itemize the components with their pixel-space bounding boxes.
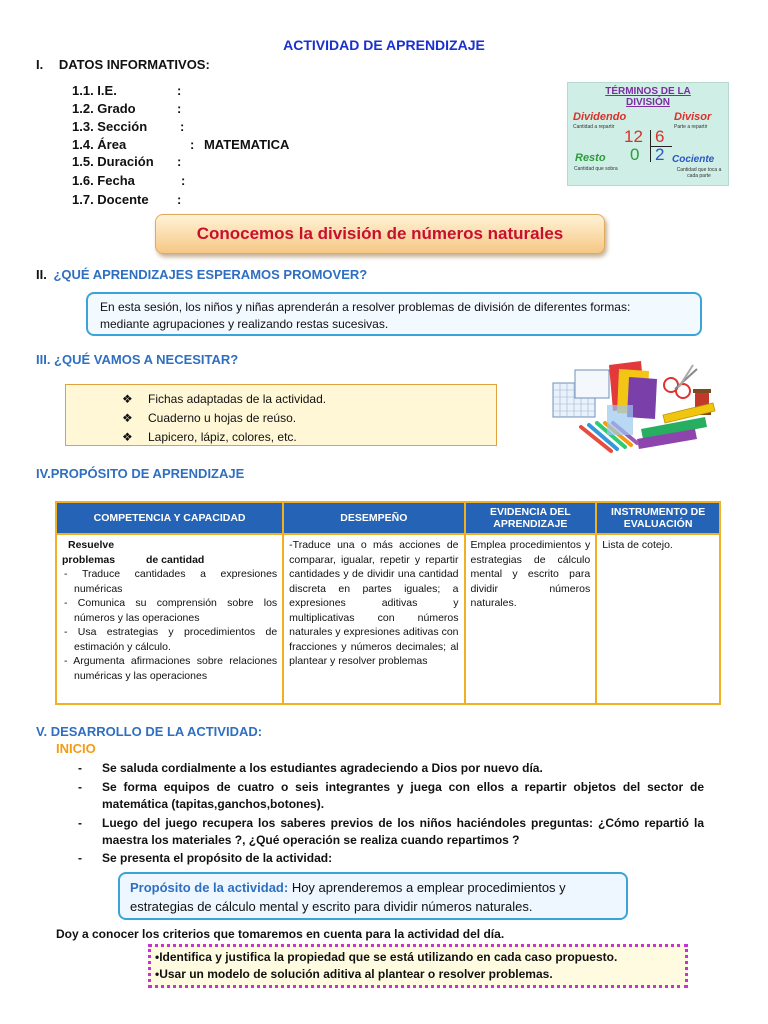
info-label: 1.3. Sección [72,119,148,134]
info-row-docente [72,192,181,207]
info-sep: : [177,101,182,116]
info-row-fecha [72,173,185,188]
list-item: - Se presenta el propósito de la actividad: [78,851,333,865]
materials-box [65,384,497,446]
diamond-bullet-icon: ❖ [122,392,133,406]
info-label: 1.7. Docente [72,192,149,207]
info-label: 1.4. Área [72,137,127,152]
table-header-competencia: COMPETENCIA Y CAPACIDAD [56,502,283,534]
diamond-bullet-icon: ❖ [122,430,133,444]
section-number: II. [36,267,47,282]
info-sep: : [177,192,182,207]
label-resto-desc: Cantidad que sobra [574,166,618,172]
section-title: DATOS INFORMATIVOS: [58,57,210,72]
aprendizajes-box [86,292,702,336]
competencia-title: Resuelve [68,539,115,551]
info-sep: : [190,137,195,152]
inicio-label: INICIO [56,741,96,756]
table-header-row [56,502,720,534]
proposito-text: Hoy aprenderemos a emplear procedimientos y estrategias de cálculo mental y escrito para dividir números naturales. [130,880,566,914]
section-number: I. [36,57,44,72]
info-row-area [72,137,289,152]
info-value-area: MATEMATICA [203,137,290,152]
aprendizajes-text-2: mediante agrupaciones y realizando restas sucesivas. [100,317,389,331]
bullet-icon: • [155,950,160,964]
proposito-label: Propósito de la actividad: [130,880,289,895]
proposito-box [118,872,628,920]
list-item: - Comunica su comprensión sobre los números y las operaciones [64,597,278,624]
info-sep: : [177,83,182,98]
competencia-subtitle: problemas de cantidad [62,553,205,566]
title-banner: Conocemos la división de números naturales [155,214,605,254]
criterios-box [148,944,688,988]
material-item: ❖ Fichas adaptadas de la actividad. [122,390,496,409]
info-label: 1.6. Fecha [72,173,135,188]
list-item: - Se forma equipos de cuatro o seis integrantes y juega con ellos a repartir objetos del sector de matemática (tapitas,ganchos,botones). [78,780,704,811]
info-row-ie [72,83,181,98]
info-sep: : [177,154,182,169]
list-item: - Usa estrategias y procedimientos de estimación y cálculo. [64,626,278,653]
terminos-title-1: TÉRMINOS DE LA [605,86,691,97]
label-divisor: Divisor [674,111,712,123]
aprendizajes-text-1: En esta sesión, los niños y niñas aprenderán a resolver problemas de división de diferentes formas: [100,300,631,314]
num-dividendo: 12 [624,127,643,146]
num-resto: 0 [630,145,640,164]
terminos-division-image [567,82,729,186]
material-item: ❖ Lapicero, lápiz, colores, etc. [122,428,496,447]
label-resto: Resto [575,152,606,164]
list-item: - Luego del juego recupera los saberes previos de los niños haciéndoles preguntas: ¿Cómo repartió la maestra los materiales ?, ¿Qué operación se realiza cuando repartimos ? [78,816,704,847]
info-sep: : [181,173,186,188]
num-divisor: 6 [655,127,665,146]
competencias-table [55,501,721,705]
info-label: 1.2. Grado [72,101,136,116]
label-dividendo-desc: Cantidad a repartir [573,124,615,130]
list-item: - Traduce cantidades a expresiones numéricas [64,568,278,595]
cell-desempeno: -Traduce una o más acciones de comparar, igualar, repetir y repartir cantidades y de dividir una cantidad discreta en partes iguales; a expresiones aditivas y multiplicativas con números naturales y expresiones aditivas con fracciones y números decimales; al plantear y resolver problemas [283,534,464,704]
info-row-grado [72,101,181,116]
label-divisor-desc: Parte a repartir [674,124,708,130]
info-row-seccion [72,119,184,134]
info-label: 1.5. Duración [72,154,154,169]
list-item: - Se saluda cordialmente a los estudiantes agradeciendo a Dios por nuevo día. [78,761,543,775]
diamond-bullet-icon: ❖ [122,411,133,425]
list-item: •Identifica y justifica la propiedad que se está utilizando en cada caso propuesto. [155,950,618,964]
cell-competencia [56,534,283,704]
section-aprendizajes-heading [36,267,367,282]
page-title: ACTIVIDAD DE APRENDIZAJE [283,37,485,53]
info-sep: : [180,119,185,134]
label-dividendo: Dividendo [573,111,627,123]
school-supplies-image [545,355,717,460]
criterios-intro: Doy a conocer los criterios que tomaremos en cuenta para la actividad del día. [56,927,505,941]
label-cociente-desc: Cantidad que toca a cada parte [676,167,722,179]
bullet-icon: • [155,967,160,981]
cell-evidencia: Emplea procedimientos y estrategias de cálculo mental y escrito para dividir números naturales. [465,534,597,704]
table-row [56,534,720,704]
table-header-instrumento: INSTRUMENTO DE EVALUACIÓN [596,502,720,534]
section-desarrollo-heading: V. DESARROLLO DE LA ACTIVIDAD: [36,724,263,739]
material-item: ❖ Cuaderno u hojas de reúso. [122,409,496,428]
list-item: - Argumenta afirmaciones sobre relaciones numéricas y las operaciones [64,655,278,682]
capacidades-list [62,567,277,683]
section-title: ¿QUÉ APRENDIZAJES ESPERAMOS PROMOVER? [53,267,368,282]
table-header-evidencia: EVIDENCIA DEL APRENDIZAJE [465,502,597,534]
cell-instrumento: Lista de cotejo. [596,534,720,704]
num-cociente: 2 [655,145,665,164]
section-proposito-heading: IV.PROPÓSITO DE APRENDIZAJE [36,466,245,481]
table-header-desempeno: DESEMPEÑO [283,502,464,534]
label-cociente: Cociente [672,154,715,165]
info-label: 1.1. I.E. [72,83,117,98]
info-row-duracion [72,154,181,169]
section-datos-heading [36,57,210,72]
section-necesitar-heading: III. ¿QUÉ VAMOS A NECESITAR? [36,352,239,367]
list-item: •Usar un modelo de solución aditiva al plantear o resolver problemas. [155,967,553,981]
terminos-title-2: DIVISIÓN [626,97,670,108]
